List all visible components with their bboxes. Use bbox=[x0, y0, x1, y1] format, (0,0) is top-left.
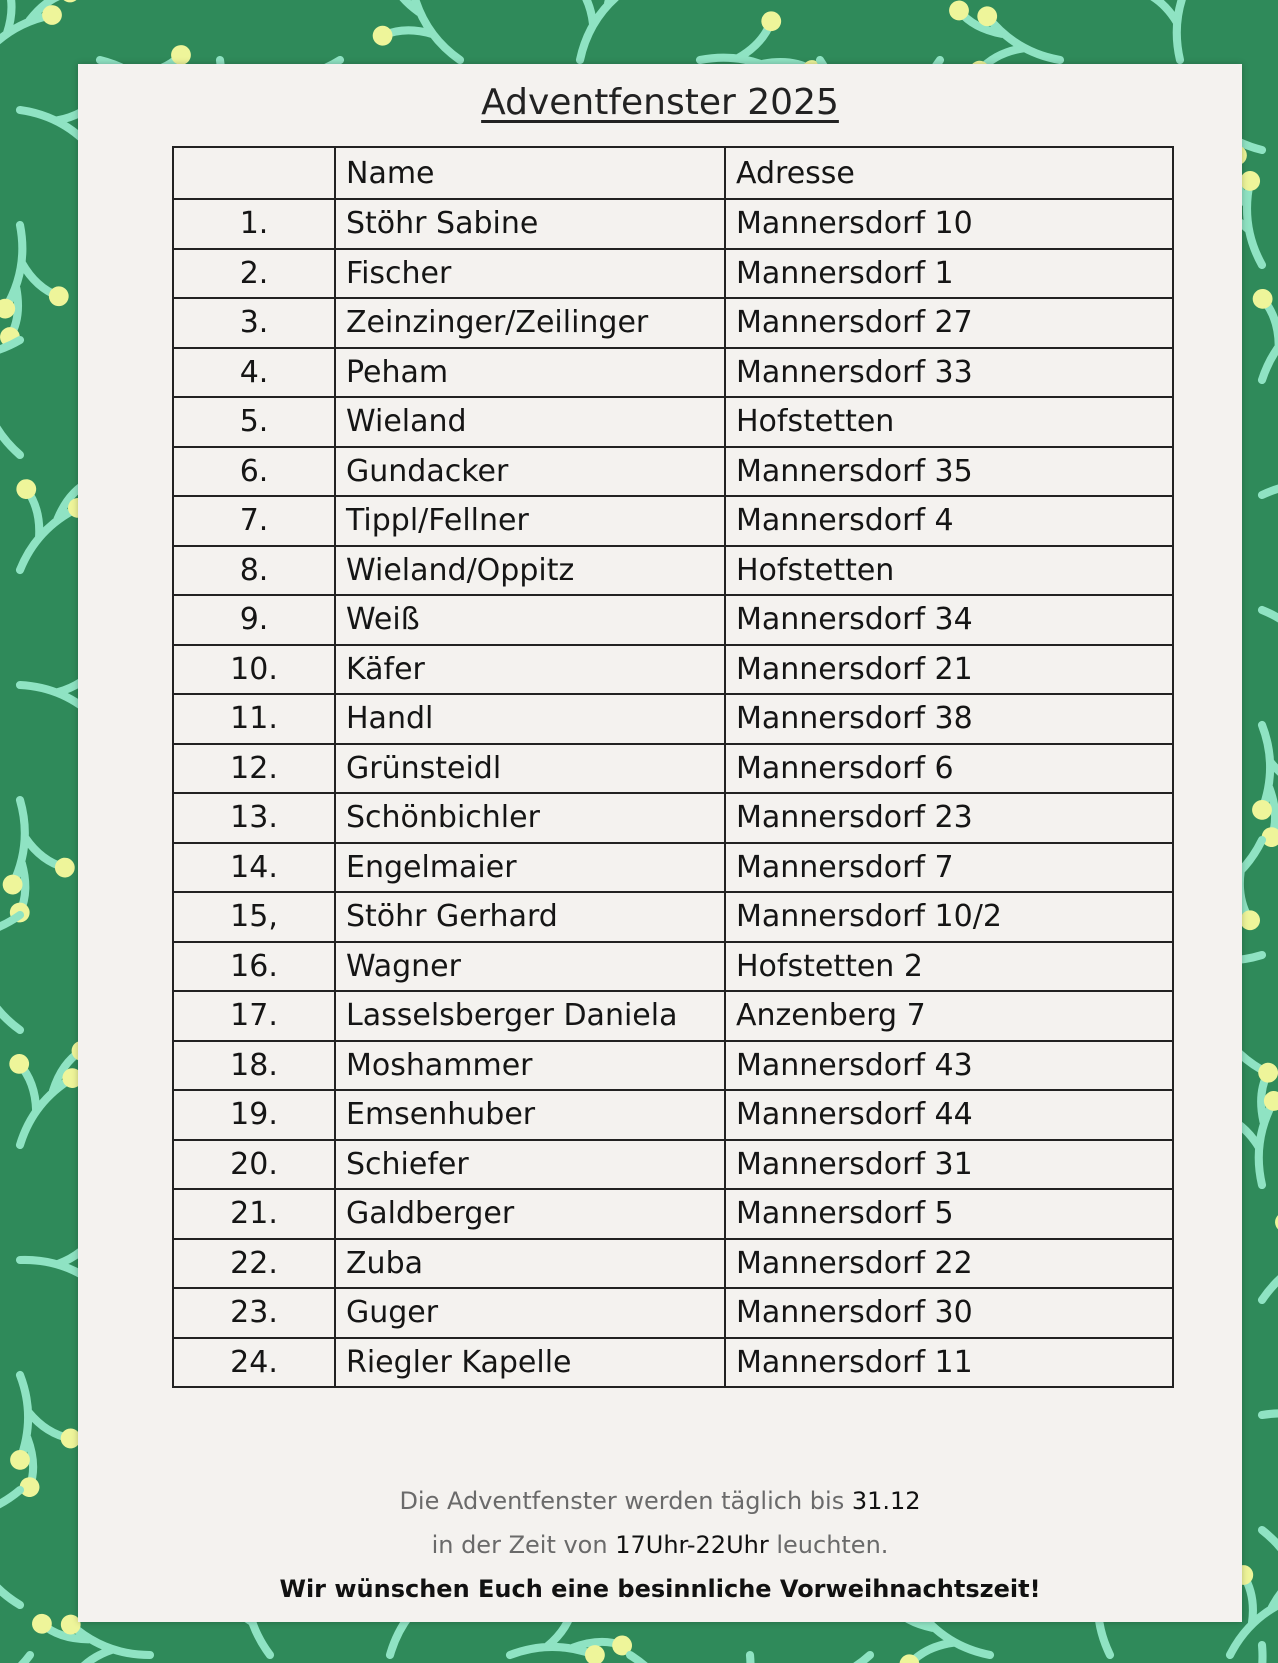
table-row bbox=[173, 694, 1173, 744]
address-cell: Mannersdorf 43 bbox=[725, 1041, 1173, 1091]
name-cell: Handl bbox=[335, 694, 725, 744]
day-cell: 11. bbox=[173, 694, 335, 744]
table-row bbox=[173, 1189, 1173, 1239]
table-row bbox=[173, 496, 1173, 546]
footer-note bbox=[78, 1479, 1242, 1611]
address-cell: Mannersdorf 21 bbox=[725, 645, 1173, 695]
name-cell: Engelmaier bbox=[335, 843, 725, 893]
footer-line-2-prefix: in der Zeit von bbox=[431, 1531, 616, 1559]
footer-line-2-suffix: leuchten. bbox=[768, 1531, 889, 1559]
address-cell: Mannersdorf 10 bbox=[725, 199, 1173, 249]
address-cell: Mannersdorf 31 bbox=[725, 1140, 1173, 1190]
day-cell: 7. bbox=[173, 496, 335, 546]
address-cell: Mannersdorf 23 bbox=[725, 793, 1173, 843]
table-row bbox=[173, 991, 1173, 1041]
table-row bbox=[173, 546, 1173, 596]
day-cell: 9. bbox=[173, 595, 335, 645]
day-cell: 15, bbox=[173, 892, 335, 942]
address-cell: Anzenberg 7 bbox=[725, 991, 1173, 1041]
day-cell: 21. bbox=[173, 1189, 335, 1239]
name-cell: Grünsteidl bbox=[335, 744, 725, 794]
day-cell: 12. bbox=[173, 744, 335, 794]
name-cell: Gundacker bbox=[335, 447, 725, 497]
address-cell: Mannersdorf 34 bbox=[725, 595, 1173, 645]
name-cell: Stöhr Sabine bbox=[335, 199, 725, 249]
day-cell: 22. bbox=[173, 1239, 335, 1289]
address-cell: Mannersdorf 4 bbox=[725, 496, 1173, 546]
table-row bbox=[173, 447, 1173, 497]
table-row bbox=[173, 249, 1173, 299]
paper-sheet bbox=[78, 64, 1242, 1622]
address-cell: Mannersdorf 7 bbox=[725, 843, 1173, 893]
name-cell: Fischer bbox=[335, 249, 725, 299]
address-cell: Hofstetten bbox=[725, 397, 1173, 447]
name-cell: Wagner bbox=[335, 942, 725, 992]
name-cell: Lasselsberger Daniela bbox=[335, 991, 725, 1041]
table-row bbox=[173, 942, 1173, 992]
table-row bbox=[173, 645, 1173, 695]
address-cell: Mannersdorf 11 bbox=[725, 1338, 1173, 1388]
name-cell: Schiefer bbox=[335, 1140, 725, 1190]
name-cell: Käfer bbox=[335, 645, 725, 695]
name-cell: Wieland bbox=[335, 397, 725, 447]
day-cell: 6. bbox=[173, 447, 335, 497]
table-row bbox=[173, 199, 1173, 249]
address-cell: Mannersdorf 27 bbox=[725, 298, 1173, 348]
day-cell: 18. bbox=[173, 1041, 335, 1091]
footer-line-2 bbox=[78, 1523, 1242, 1567]
table-row bbox=[173, 1288, 1173, 1338]
name-cell: Zeinzinger/Zeilinger bbox=[335, 298, 725, 348]
header-address: Adresse bbox=[725, 147, 1173, 199]
table-body bbox=[173, 199, 1173, 1387]
table-row bbox=[173, 744, 1173, 794]
address-cell: Mannersdorf 38 bbox=[725, 694, 1173, 744]
table-row bbox=[173, 1239, 1173, 1289]
header-day bbox=[173, 147, 335, 199]
address-cell: Mannersdorf 44 bbox=[725, 1090, 1173, 1140]
table-row bbox=[173, 595, 1173, 645]
name-cell: Emsenhuber bbox=[335, 1090, 725, 1140]
day-cell: 14. bbox=[173, 843, 335, 893]
name-cell: Wieland/Oppitz bbox=[335, 546, 725, 596]
day-cell: 2. bbox=[173, 249, 335, 299]
name-cell: Galdberger bbox=[335, 1189, 725, 1239]
table-row bbox=[173, 1140, 1173, 1190]
footer-time-range: 17Uhr-22Uhr bbox=[615, 1531, 769, 1559]
table-row bbox=[173, 348, 1173, 398]
name-cell: Zuba bbox=[335, 1239, 725, 1289]
day-cell: 13. bbox=[173, 793, 335, 843]
table-row bbox=[173, 1090, 1173, 1140]
footer-line-1 bbox=[78, 1479, 1242, 1523]
day-cell: 5. bbox=[173, 397, 335, 447]
page-title: Adventfenster 2025 bbox=[481, 82, 839, 123]
table-row bbox=[173, 843, 1173, 893]
day-cell: 20. bbox=[173, 1140, 335, 1190]
name-cell: Moshammer bbox=[335, 1041, 725, 1091]
day-cell: 16. bbox=[173, 942, 335, 992]
table-row bbox=[173, 892, 1173, 942]
name-cell: Peham bbox=[335, 348, 725, 398]
table-row bbox=[173, 298, 1173, 348]
day-cell: 3. bbox=[173, 298, 335, 348]
address-cell: Mannersdorf 1 bbox=[725, 249, 1173, 299]
day-cell: 23. bbox=[173, 1288, 335, 1338]
address-cell: Mannersdorf 10/2 bbox=[725, 892, 1173, 942]
name-cell: Guger bbox=[335, 1288, 725, 1338]
table-row bbox=[173, 397, 1173, 447]
day-cell: 1. bbox=[173, 199, 335, 249]
day-cell: 19. bbox=[173, 1090, 335, 1140]
name-cell: Weiß bbox=[335, 595, 725, 645]
address-cell: Mannersdorf 5 bbox=[725, 1189, 1173, 1239]
address-cell: Mannersdorf 35 bbox=[725, 447, 1173, 497]
footer-line-1-text: Die Adventfenster werden täglich bis bbox=[399, 1487, 852, 1515]
footer-end-date: 31.12 bbox=[851, 1487, 921, 1515]
address-cell: Mannersdorf 22 bbox=[725, 1239, 1173, 1289]
day-cell: 17. bbox=[173, 991, 335, 1041]
day-cell: 10. bbox=[173, 645, 335, 695]
day-cell: 4. bbox=[173, 348, 335, 398]
address-cell: Hofstetten 2 bbox=[725, 942, 1173, 992]
table-header-row bbox=[173, 147, 1173, 199]
address-cell: Hofstetten bbox=[725, 546, 1173, 596]
name-cell: Riegler Kapelle bbox=[335, 1338, 725, 1388]
name-cell: Tippl/Fellner bbox=[335, 496, 725, 546]
header-name: Name bbox=[335, 147, 725, 199]
footer-greeting: Wir wünschen Euch eine besinnliche Vorweihnachtszeit! bbox=[279, 1575, 1041, 1603]
address-cell: Mannersdorf 6 bbox=[725, 744, 1173, 794]
name-cell: Stöhr Gerhard bbox=[335, 892, 725, 942]
advent-window-table bbox=[172, 146, 1174, 1388]
address-cell: Mannersdorf 30 bbox=[725, 1288, 1173, 1338]
table-row bbox=[173, 793, 1173, 843]
day-cell: 24. bbox=[173, 1338, 335, 1388]
name-cell: Schönbichler bbox=[335, 793, 725, 843]
day-cell: 8. bbox=[173, 546, 335, 596]
table-row bbox=[173, 1338, 1173, 1388]
table-row bbox=[173, 1041, 1173, 1091]
address-cell: Mannersdorf 33 bbox=[725, 348, 1173, 398]
